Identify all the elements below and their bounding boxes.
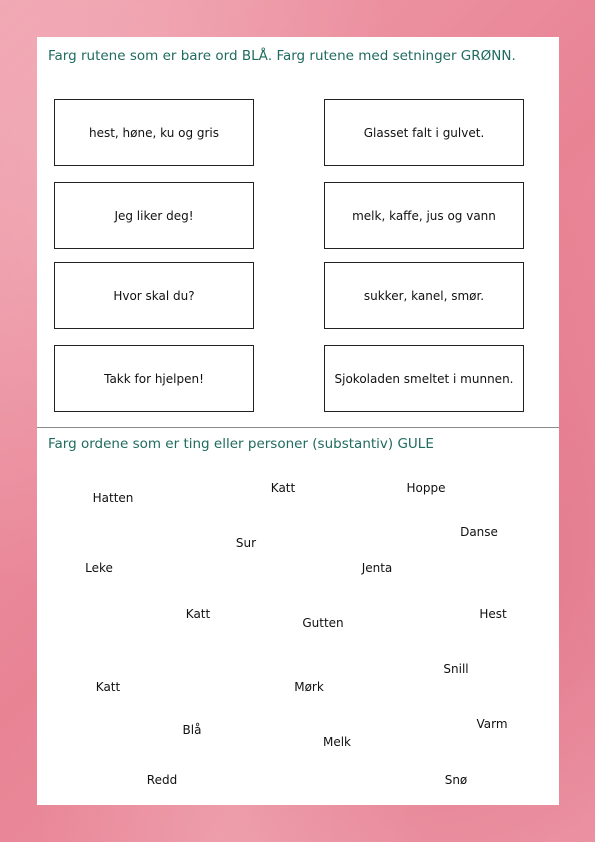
word-item[interactable]: Sur <box>235 536 257 550</box>
section-divider <box>37 427 559 428</box>
word-item[interactable]: Katt <box>95 680 121 694</box>
answer-box[interactable]: sukker, kanel, smør. <box>324 262 524 329</box>
answer-box[interactable]: melk, kaffe, jus og vann <box>324 182 524 249</box>
word-item[interactable]: Melk <box>322 735 352 749</box>
word-item[interactable]: Mørk <box>294 680 324 694</box>
word-item[interactable]: Blå <box>182 723 202 737</box>
answer-box[interactable]: Glasset falt i gulvet. <box>324 99 524 166</box>
word-item[interactable]: Danse <box>460 525 498 539</box>
word-item[interactable]: Gutten <box>302 616 344 630</box>
word-item[interactable]: Hatten <box>92 491 134 505</box>
word-item[interactable]: Snø <box>444 773 468 787</box>
worksheet <box>37 37 559 805</box>
word-item[interactable]: Leke <box>85 561 113 575</box>
word-item[interactable]: Katt <box>185 607 211 621</box>
word-item[interactable]: Snill <box>443 662 469 676</box>
answer-box[interactable]: Hvor skal du? <box>54 262 254 329</box>
task1-instruction: Farg rutene som er bare ord BLÅ. Farg rutene med setninger GRØNN. <box>48 48 516 64</box>
word-item[interactable]: Hest <box>479 607 507 621</box>
word-item[interactable]: Katt <box>270 481 296 495</box>
answer-box[interactable]: hest, høne, ku og gris <box>54 99 254 166</box>
word-item[interactable]: Jenta <box>361 561 393 575</box>
word-item[interactable]: Varm <box>476 717 508 731</box>
answer-box[interactable]: Sjokoladen smeltet i munnen. <box>324 345 524 412</box>
word-item[interactable]: Redd <box>146 773 178 787</box>
answer-box[interactable]: Jeg liker deg! <box>54 182 254 249</box>
word-item[interactable]: Hoppe <box>406 481 446 495</box>
task2-instruction: Farg ordene som er ting eller personer (substantiv) GULE <box>48 436 434 452</box>
answer-box[interactable]: Takk for hjelpen! <box>54 345 254 412</box>
